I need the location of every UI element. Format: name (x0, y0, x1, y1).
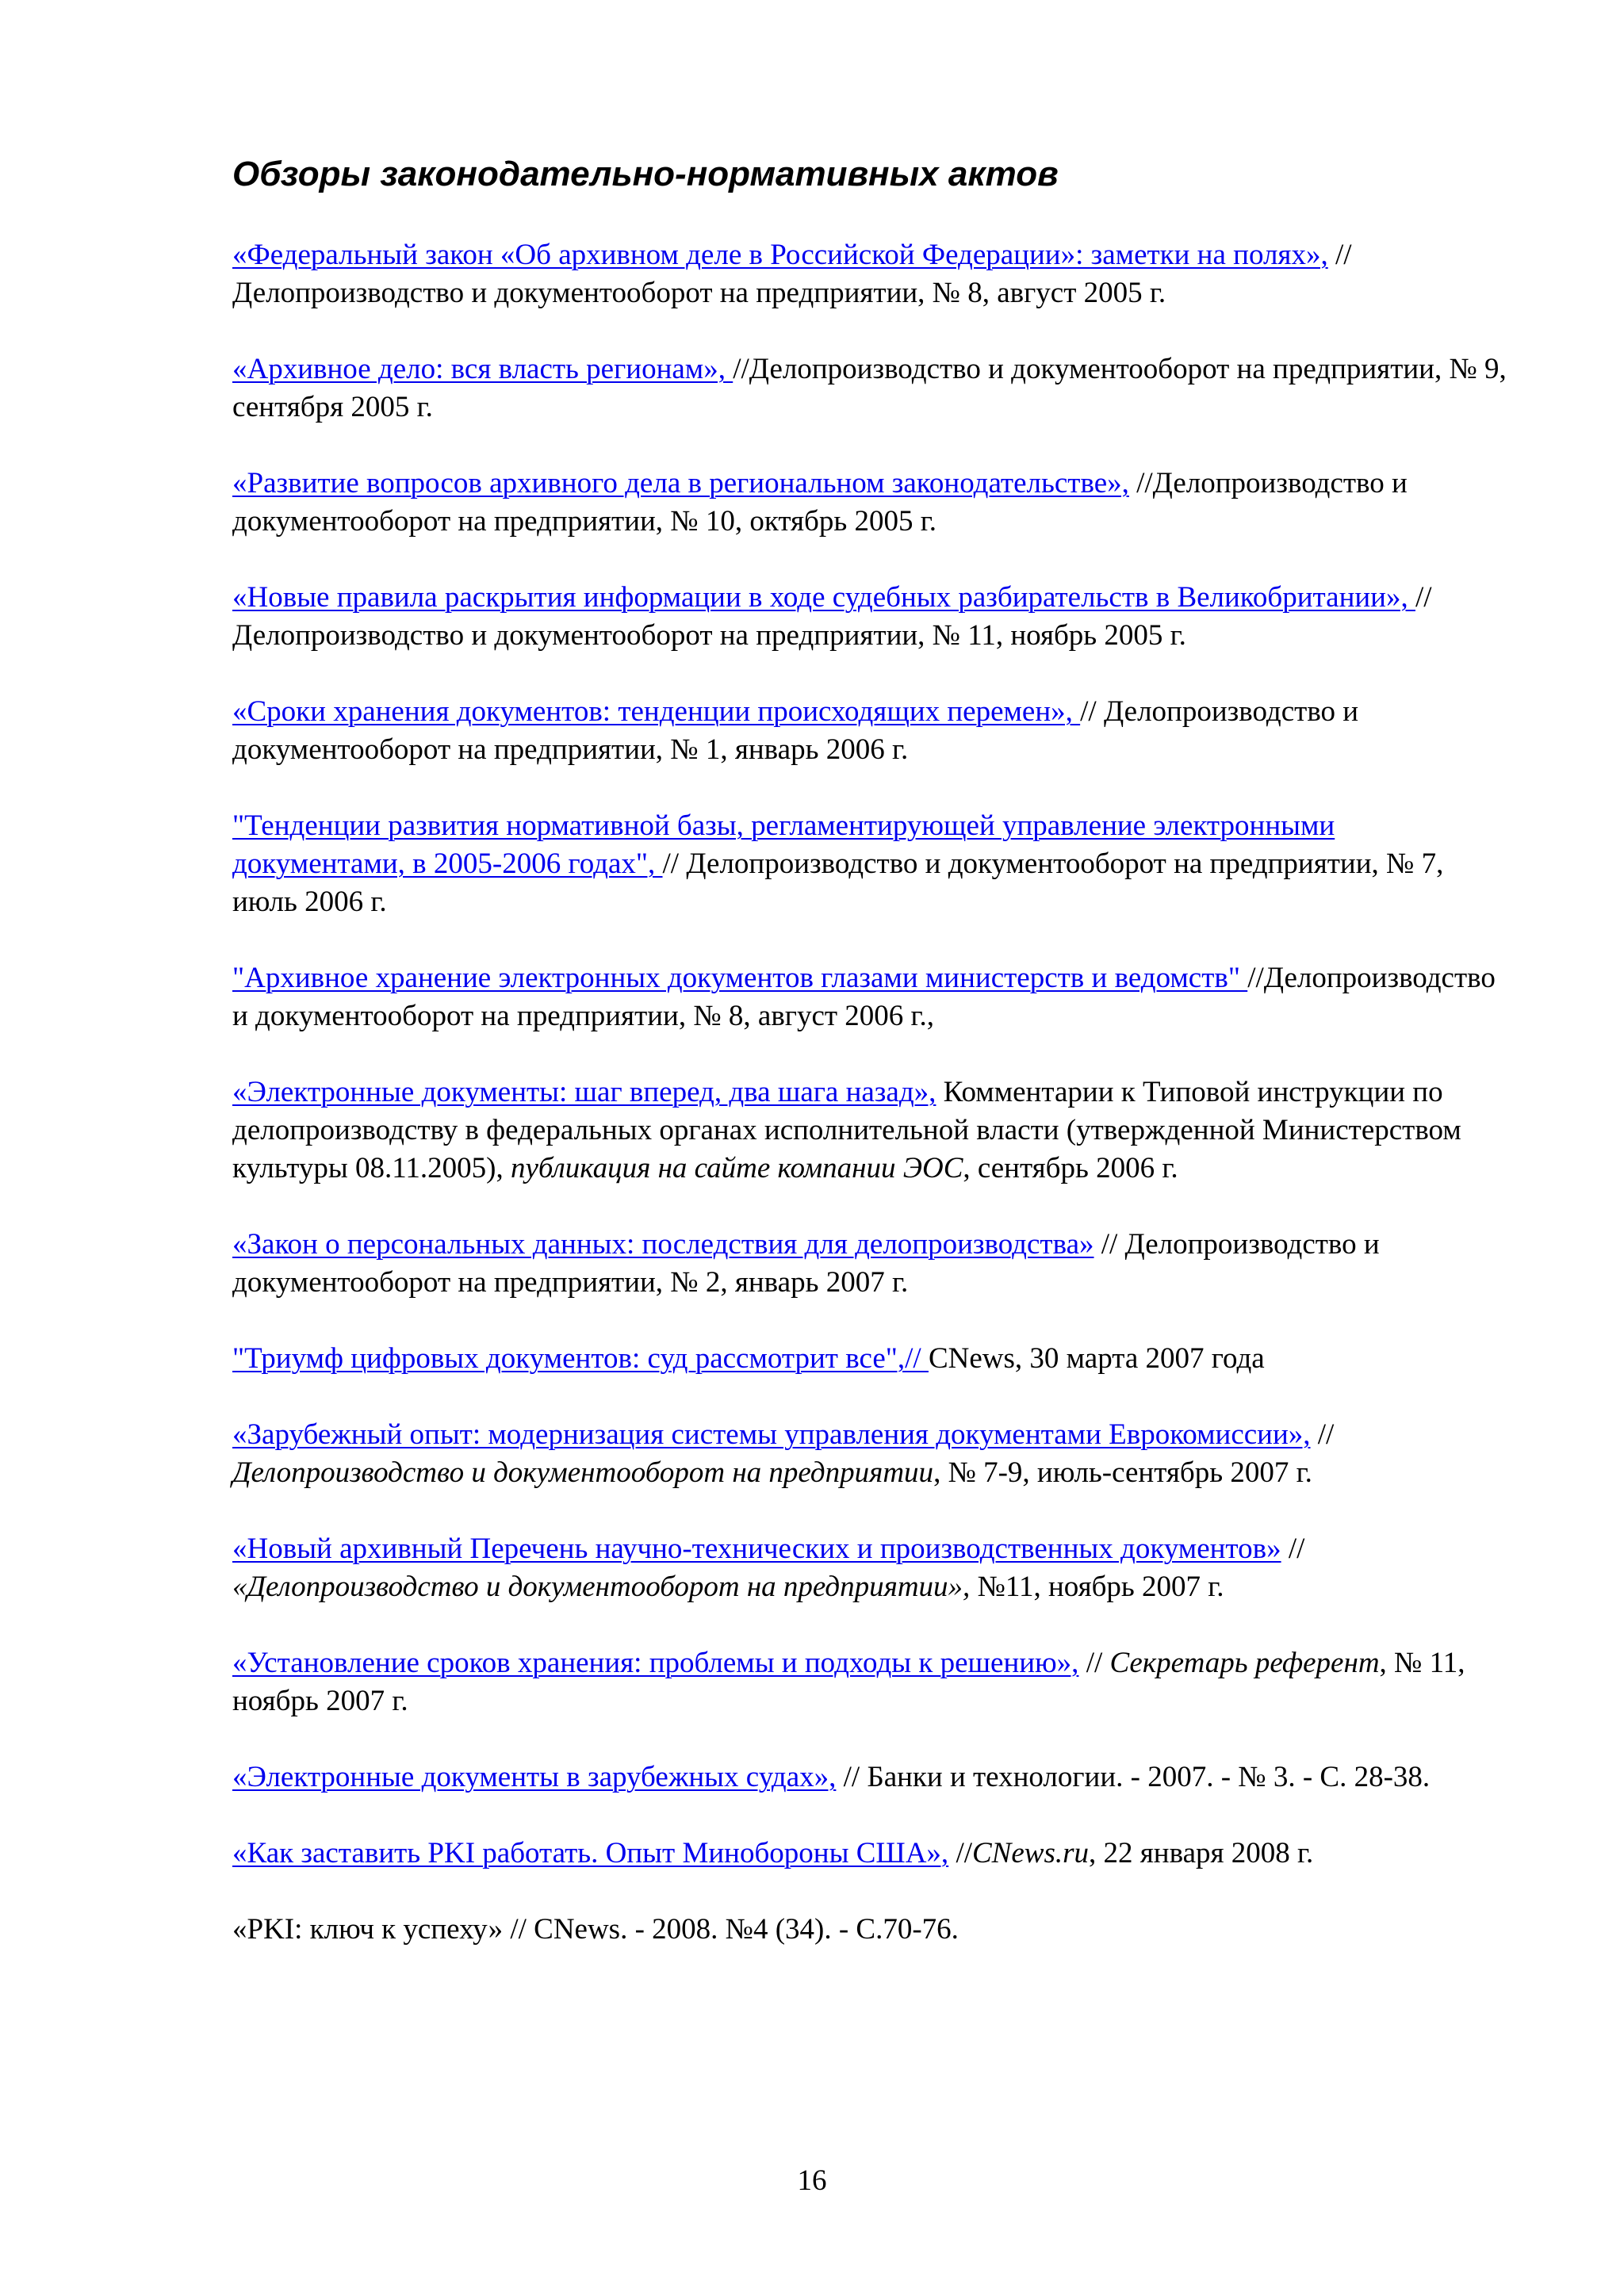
reference-item (232, 1226, 1509, 1302)
reference-link[interactable]: "Тенденции развития нормативной базы, регламентирующей управление электронными документами, в 2005-2006 годах", (232, 809, 1335, 880)
reference-link[interactable]: «Федеральный закон «Об архивном деле в Российской Федерации»: заметки на полях», (232, 239, 1328, 271)
reference-source-tail: , № 11, ноябрь 2007 г. (232, 1647, 1465, 1717)
reference-source: // Делопроизводство и документооборот на предприятии, № 2, январь 2007 г. (232, 1228, 1380, 1299)
reference-item (232, 1530, 1509, 1606)
reference-source-italic: Делопроизводство и документооборот на предприятии (232, 1456, 934, 1489)
reference-source-tail: , № 7-9, июль-сентябрь 2007 г. (933, 1456, 1312, 1489)
reference-link[interactable]: «Электронные документы: шаг вперед, два шага назад», (232, 1076, 936, 1108)
reference-source: //Делопроизводство и документооборот на предприятии, № 10, октябрь 2005 г. (232, 467, 1408, 538)
reference-link[interactable]: "Архивное хранение электронных документов глазами министерств и ведомств" (232, 962, 1248, 994)
reference-link[interactable]: «Электронные документы в зарубежных судах», (232, 1761, 837, 1793)
reference-item (232, 1835, 1509, 1873)
reference-item (232, 236, 1509, 312)
reference-source-tail: №11, ноябрь 2007 г. (970, 1571, 1224, 1603)
reference-item (232, 1644, 1509, 1720)
reference-source: // (1078, 1647, 1110, 1679)
reference-item (232, 959, 1509, 1035)
reference-source: // (1310, 1418, 1335, 1451)
reference-item (232, 693, 1509, 769)
reference-source-italic: «Делопроизводство и документооборот на предприятии», (232, 1571, 971, 1603)
reference-source: Комментарии к Типовой инструкции по делопроизводству в федеральных органах исполнительной власти (утвержденной Министерством культуры 08.11.2005), (232, 1076, 1461, 1184)
reference-source: «PKI: ключ к успеху» // CNews. - 2008. №4 (34). - С.70-76. (232, 1913, 959, 1946)
reference-item (232, 350, 1509, 427)
reference-source: CNews, 30 марта 2007 года (928, 1342, 1265, 1375)
reference-link[interactable]: «Новые правила раскрытия информации в ходе судебных разбирательств в Великобритании», (232, 581, 1415, 614)
reference-link[interactable]: «Установление сроков хранения: проблемы и подходы к решению», (232, 1647, 1079, 1679)
reference-source: //Делопроизводство и документооборот на предприятии, № 8, август 2005 г. (232, 239, 1352, 309)
reference-source-tail: , сентябрь 2006 г. (963, 1152, 1178, 1184)
reference-link[interactable]: "Триумф цифровых документов: суд рассмотрит все",// (232, 1342, 929, 1375)
reference-source: // Банки и технологии. - 2007. - № 3. - С. 28-38. (836, 1761, 1431, 1793)
reference-item (232, 579, 1509, 655)
reference-source-italic: Секретарь референт (1109, 1647, 1380, 1679)
reference-source: // (1281, 1533, 1305, 1565)
reference-item (232, 1911, 1509, 1949)
reference-source-italic: публикация на сайте компании ЭОС (511, 1152, 963, 1184)
reference-list (232, 236, 1509, 1987)
reference-link[interactable]: «Новый архивный Перечень научно-технических и производственных документов» (232, 1533, 1281, 1565)
reference-link[interactable]: «Развитие вопросов архивного дела в региональном законодательстве», (232, 467, 1129, 499)
reference-link[interactable]: «Зарубежный опыт: модернизация системы управления документами Еврокомиссии», (232, 1418, 1311, 1451)
page-number: 16 (797, 2164, 827, 2197)
reference-link[interactable]: «Закон о персональных данных: последствия для делопроизводства» (232, 1228, 1094, 1261)
reference-link[interactable]: «Архивное дело: вся власть регионам», (232, 353, 733, 385)
reference-item (232, 465, 1509, 541)
reference-source: // (948, 1837, 972, 1869)
reference-item (232, 1073, 1509, 1188)
page-title: Обзоры законодательно-нормативных актов (232, 155, 1059, 193)
reference-source-tail: , 22 января 2008 г. (1089, 1837, 1314, 1869)
reference-link[interactable]: «Как заставить PKI работать. Опыт Минобороны США», (232, 1837, 949, 1869)
reference-item (232, 807, 1509, 921)
reference-source: //Делопроизводство и документооборот на предприятии, № 11, ноябрь 2005 г. (232, 581, 1432, 652)
reference-source: //Делопроизводство и документооборот на предприятии, № 8, август 2006 г., (232, 962, 1496, 1032)
reference-source: //Делопроизводство и документооборот на предприятии, № 9, сентября 2005 г. (232, 353, 1507, 423)
reference-source-italic: CNews.ru (972, 1837, 1090, 1869)
reference-source: // Делопроизводство и документооборот на предприятии, № 7, июль 2006 г. (232, 848, 1444, 918)
reference-item (232, 1416, 1509, 1492)
reference-link[interactable]: «Сроки хранения документов: тенденции происходящих перемен», (232, 695, 1081, 728)
reference-item (232, 1340, 1509, 1378)
reference-item (232, 1758, 1509, 1797)
reference-source: // Делопроизводство и документооборот на предприятии, № 1, январь 2006 г. (232, 695, 1359, 766)
